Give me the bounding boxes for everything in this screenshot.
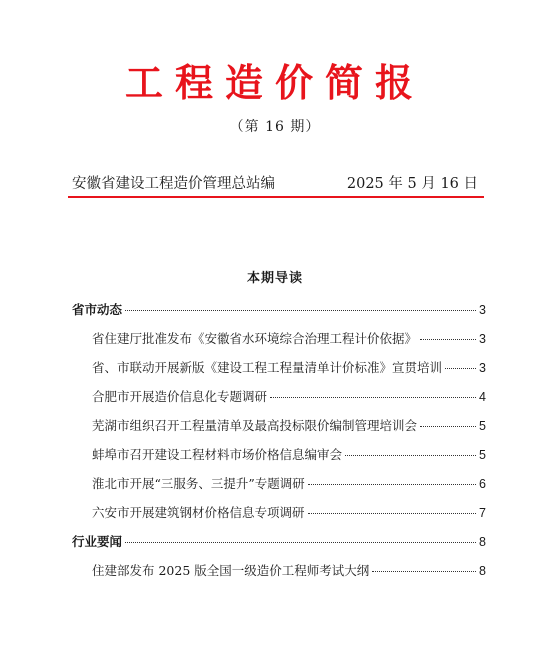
toc-entry-label: 合肥市开展造价信息化专题调研 — [92, 389, 268, 404]
toc-page-number: 3 — [479, 303, 486, 317]
publish-date: 2025 年 5 月 16 日 — [346, 176, 478, 192]
toc-entry-label: 芜湖市组织召开工程量清单及最高投标限价编制管理培训会 — [92, 418, 418, 433]
toc-page-number: 5 — [479, 419, 486, 433]
toc-page-number: 5 — [479, 448, 486, 462]
toc-leader-dots — [420, 339, 476, 340]
toc-page-number: 7 — [479, 506, 486, 520]
toc-heading: 本期导读 — [246, 271, 303, 286]
toc-entry[interactable] — [72, 358, 486, 387]
toc-leader-dots — [372, 571, 476, 572]
toc-entry[interactable] — [72, 387, 486, 416]
toc-page-number: 3 — [479, 361, 486, 375]
toc-page-number: 4 — [479, 390, 486, 404]
toc-entry-label: 蚌埠市召开建设工程材料市场价格信息编审会 — [92, 447, 343, 462]
toc-leader-dots — [445, 368, 476, 369]
toc-entry-label: 省住建厅批准发布《安徽省水环境综合治理工程计价依据》 — [92, 331, 418, 346]
toc-page-number: 8 — [479, 535, 486, 549]
toc-entry-label: 六安市开展建筑钢材价格信息专项调研 — [92, 505, 305, 520]
toc-entry[interactable] — [72, 329, 486, 358]
toc-leader-dots — [125, 542, 476, 543]
issue-number: （第 16 期） — [229, 119, 321, 135]
toc-page-number: 6 — [479, 477, 486, 491]
toc-page-number: 3 — [479, 332, 486, 346]
toc-entry[interactable] — [72, 416, 486, 445]
toc-page-number: 8 — [479, 564, 486, 578]
toc-entry[interactable] — [72, 561, 486, 590]
toc-leader-dots — [270, 397, 476, 398]
table-of-contents — [72, 300, 486, 590]
toc-section[interactable] — [72, 300, 486, 329]
toc-leader-dots — [420, 426, 476, 427]
masthead-title: 工程造价简报 — [124, 60, 425, 105]
toc-entry-label: 住建部发布 2025 版全国一级造价工程师考试大纲 — [92, 563, 370, 578]
toc-entry[interactable] — [72, 445, 486, 474]
toc-entry-label: 省、市联动开展新版《建设工程工程量清单计价标准》宣贯培训 — [92, 360, 443, 375]
toc-entry[interactable] — [72, 503, 486, 532]
toc-section[interactable] — [72, 532, 486, 561]
toc-leader-dots — [125, 310, 476, 311]
toc-entry-label: 行业要闻 — [72, 534, 123, 549]
toc-entry[interactable] — [72, 474, 486, 503]
toc-entry-label: 省市动态 — [72, 302, 123, 317]
toc-leader-dots — [345, 455, 476, 456]
toc-leader-dots — [308, 484, 476, 485]
red-divider — [68, 196, 484, 198]
publisher-row — [72, 172, 478, 193]
toc-leader-dots — [308, 513, 477, 514]
publisher-name: 安徽省建设工程造价管理总站编 — [72, 176, 275, 192]
toc-entry-label: 淮北市开展“三服务、三提升”专题调研 — [92, 476, 305, 491]
